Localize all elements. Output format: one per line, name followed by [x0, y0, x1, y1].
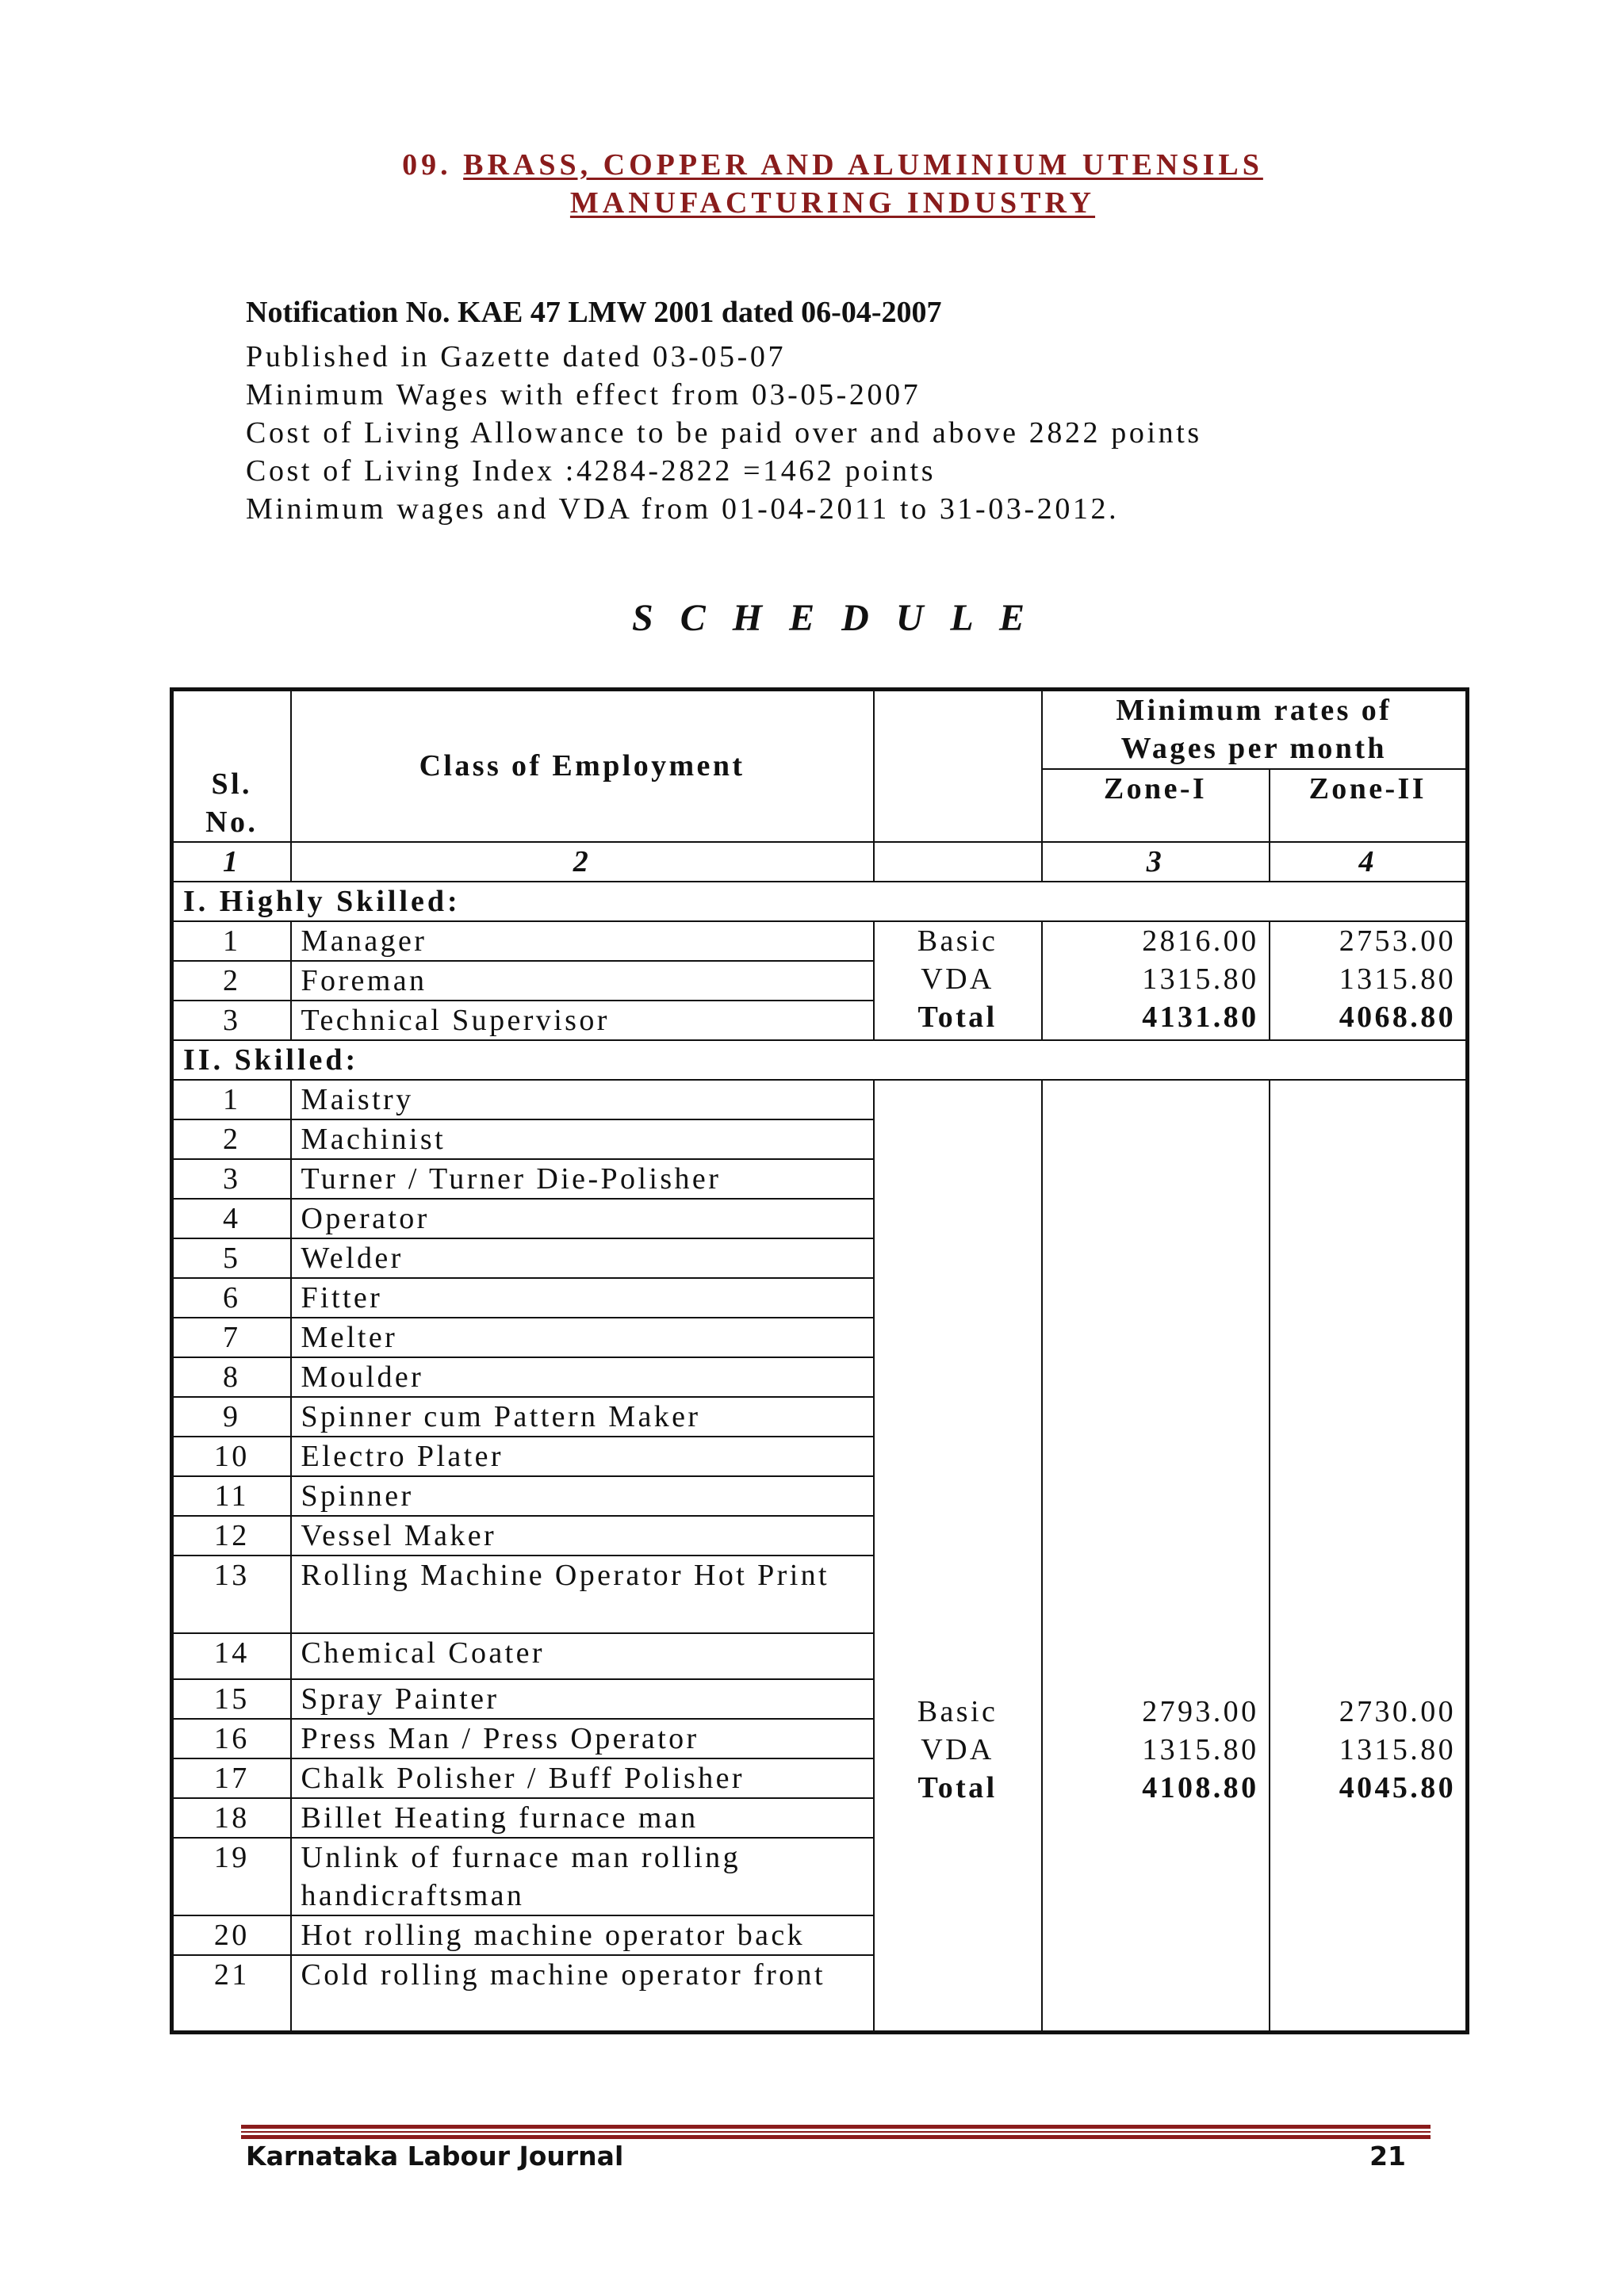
row-sl: 2 [172, 961, 291, 1001]
row-sl: 8 [172, 1357, 291, 1397]
zone2-basic: 2753.00 [1339, 924, 1457, 958]
page-number: 21 [1369, 2141, 1406, 2172]
component-basic: Basic [917, 1694, 998, 1728]
row-class: Moulder [291, 1357, 874, 1397]
row-class: Chalk Polisher / Buff Polisher [291, 1758, 874, 1798]
row-sl: 14 [172, 1633, 291, 1679]
zone1-values [1042, 921, 1270, 1040]
row-class: Hot rolling machine operator back [291, 1915, 874, 1955]
header-min-rates: Minimum rates of Wages per month [1042, 690, 1468, 769]
row-sl: 6 [172, 1278, 291, 1318]
row-class: Spinner cum Pattern Maker [291, 1397, 874, 1437]
row-class: Spray Painter [291, 1679, 874, 1719]
row-sl: 4 [172, 1199, 291, 1238]
row-class: Fitter [291, 1278, 874, 1318]
zone1-values [1042, 1080, 1270, 2033]
row-sl: 21 [172, 1955, 291, 2033]
schedule-heading: S C H E D U L E [632, 597, 1033, 639]
row-class: Unlink of furnace man rolling handicraftsman [291, 1838, 874, 1915]
document-title-line1 [0, 147, 1624, 182]
zone2-basic: 2730.00 [1339, 1694, 1457, 1728]
row-class: Electro Plater [291, 1437, 874, 1476]
wage-schedule-table [170, 687, 1469, 2034]
col-number: 2 [291, 842, 874, 882]
document-title-line2 [0, 186, 1624, 220]
row-class: Press Man / Press Operator [291, 1719, 874, 1758]
component-total: Total [917, 1000, 998, 1034]
row-sl: 10 [172, 1437, 291, 1476]
row-sl: 7 [172, 1318, 291, 1357]
info-line: Cost of Living Index :4284-2822 =1462 points [246, 454, 936, 488]
col-number: 1 [172, 842, 291, 882]
section-title: I. Highly Skilled: [172, 882, 1468, 921]
row-class: Technical Supervisor [291, 1001, 874, 1040]
zone2-vda: 1315.80 [1339, 962, 1457, 996]
component-total: Total [917, 1770, 998, 1804]
row-class: Foreman [291, 961, 874, 1001]
row-class: Rolling Machine Operator Hot Print [291, 1556, 874, 1633]
row-sl: 3 [172, 1159, 291, 1199]
header-component-blank [874, 690, 1042, 842]
row-sl: 18 [172, 1798, 291, 1838]
row-sl: 2 [172, 1119, 291, 1159]
zone1-basic: 2793.00 [1142, 1694, 1259, 1728]
row-class: Welder [291, 1238, 874, 1278]
title-number: 09. [402, 148, 452, 182]
row-sl: 19 [172, 1838, 291, 1915]
row-class: Cold rolling machine operator front [291, 1955, 874, 2033]
info-line: Minimum wages and VDA from 01-04-2011 to 31-03-2012. [246, 492, 1120, 526]
info-line: Published in Gazette dated 03-05-07 [246, 340, 787, 373]
zone1-total: 4131.80 [1142, 1000, 1259, 1034]
section-title: II. Skilled: [172, 1040, 1468, 1080]
row-sl: 3 [172, 1001, 291, 1040]
zone2-vda: 1315.80 [1339, 1732, 1457, 1766]
row-sl: 1 [172, 1080, 291, 1119]
zone2-values [1270, 921, 1468, 1040]
row-class: Billet Heating furnace man [291, 1798, 874, 1838]
notification-line: Notification No. KAE 47 LMW 2001 dated 06-04-2007 [246, 296, 942, 329]
title-text-line2: MANUFACTURING INDUSTRY [569, 186, 1096, 220]
zone1-total: 4108.80 [1142, 1770, 1259, 1804]
footer-journal-name: Karnataka Labour Journal [246, 2141, 624, 2172]
row-sl: 5 [172, 1238, 291, 1278]
row-sl: 12 [172, 1516, 291, 1556]
component-vda: VDA [921, 962, 994, 996]
footer-rule [241, 2135, 1431, 2139]
zone2-total: 4045.80 [1339, 1770, 1457, 1804]
row-class: Chemical Coater [291, 1633, 874, 1679]
col-number-blank [874, 842, 1042, 882]
row-class: Machinist [291, 1119, 874, 1159]
row-class: Maistry [291, 1080, 874, 1119]
zone1-vda: 1315.80 [1142, 1732, 1259, 1766]
header-zone-2: Zone-II [1270, 769, 1468, 842]
info-line: Minimum Wages with effect from 03-05-2007 [246, 378, 921, 411]
wage-components [874, 1080, 1042, 2033]
col-number: 4 [1270, 842, 1468, 882]
row-class: Spinner [291, 1476, 874, 1516]
row-sl: 1 [172, 921, 291, 961]
row-class: Manager [291, 921, 874, 961]
header-sl-no: Sl. No. [172, 690, 291, 842]
row-sl: 16 [172, 1719, 291, 1758]
row-sl: 9 [172, 1397, 291, 1437]
header-class-of-employment: Class of Employment [291, 690, 874, 842]
component-vda: VDA [921, 1732, 994, 1766]
row-sl: 11 [172, 1476, 291, 1516]
zone1-basic: 2816.00 [1142, 924, 1259, 958]
row-sl: 17 [172, 1758, 291, 1798]
row-sl: 13 [172, 1556, 291, 1633]
row-sl: 15 [172, 1679, 291, 1719]
row-class: Operator [291, 1199, 874, 1238]
row-sl: 20 [172, 1915, 291, 1955]
info-line: Cost of Living Allowance to be paid over and above 2822 points [246, 416, 1202, 450]
footer-rule [241, 2125, 1431, 2129]
component-basic: Basic [917, 924, 998, 958]
row-class: Melter [291, 1318, 874, 1357]
row-class: Vessel Maker [291, 1516, 874, 1556]
header-zone-1: Zone-I [1042, 769, 1270, 842]
col-number: 3 [1042, 842, 1270, 882]
zone2-values [1270, 1080, 1468, 2033]
zone1-vda: 1315.80 [1142, 962, 1259, 996]
row-class: Turner / Turner Die-Polisher [291, 1159, 874, 1199]
title-text-line1: BRASS, COPPER AND ALUMINIUM UTENSILS [463, 148, 1263, 182]
zone2-total: 4068.80 [1339, 1000, 1457, 1034]
footer-rule [241, 2131, 1431, 2133]
wage-components [874, 921, 1042, 1040]
